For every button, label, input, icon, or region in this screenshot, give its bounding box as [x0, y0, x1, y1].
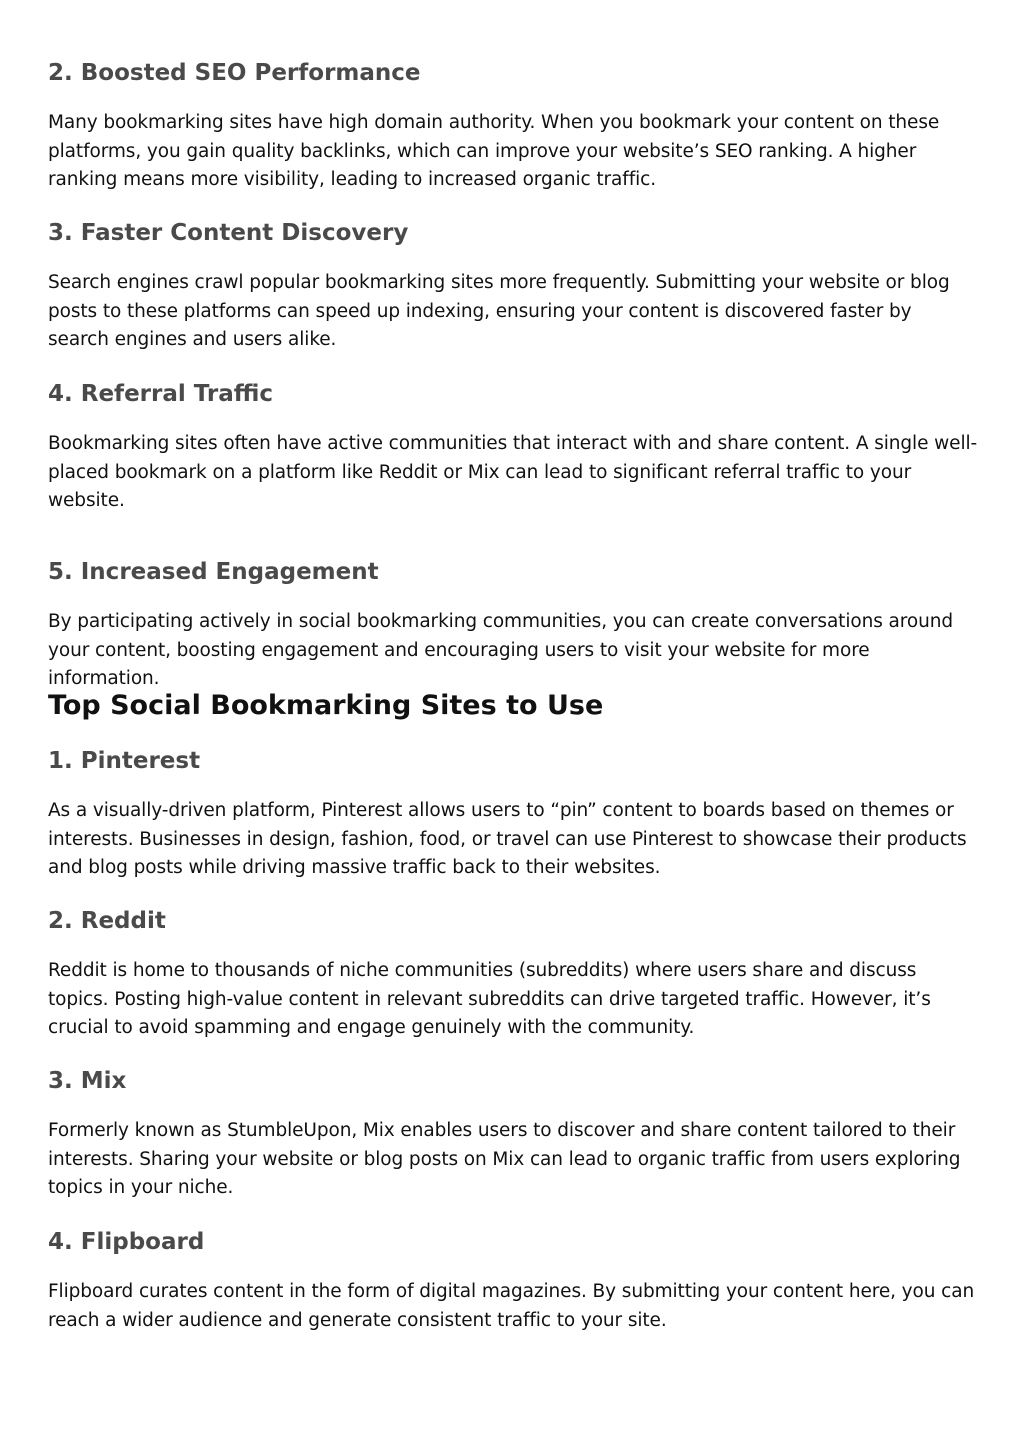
page-heading: Top Social Bookmarking Sites to Use — [48, 690, 604, 721]
document-page — [48, 58, 978, 1337]
section-seo — [48, 58, 978, 218]
section-discovery — [48, 218, 978, 379]
site-mix — [48, 1066, 978, 1227]
site-body: As a visually-driven platform, Pinterest allows users to “pin” content to boards based on themes or interests. Businesses in design, fashion, food, or travel can use Pinterest to showcase their products and blog posts while driving massive traffic back to their websites. — [48, 800, 967, 879]
section-heading: 3. Faster Content Discovery — [48, 220, 409, 246]
section-heading: 2. Boosted SEO Performance — [48, 60, 421, 86]
section-body: Search engines crawl popular bookmarking sites more frequently. Submitting your website or blog posts to these platforms can speed up indexing, ensuring your content is discovered faster by search engines and users alike. — [48, 272, 950, 351]
section-heading: 4. Referral Traffic — [48, 381, 274, 407]
section-referral — [48, 379, 978, 557]
section-engagement — [48, 557, 978, 689]
section-heading: 5. Increased Engagement — [48, 559, 379, 585]
section-body: By participating actively in social bookmarking communities, you can create conversations around your content, boosting engagement and encouraging users to visit your website for more information. — [48, 611, 953, 690]
site-heading: 2. Reddit — [48, 908, 166, 934]
site-heading: 1. Pinterest — [48, 748, 201, 774]
site-body: Formerly known as StumbleUpon, Mix enables users to discover and share content tailored to their interests. Sharing your website or blog posts on Mix can lead to organic traffic from users exploring topics in your niche. — [48, 1120, 961, 1199]
site-pinterest — [48, 746, 978, 906]
section-body: Many bookmarking sites have high domain authority. When you bookmark your content on these platforms, you gain quality backlinks, which can improve your website’s SEO ranking. A higher ranking means more visibility, leading to increased organic traffic. — [48, 112, 940, 191]
site-body: Reddit is home to thousands of niche communities (subreddits) where users share and discuss topics. Posting high-value content in relevant subreddits can drive targeted traffic. However, it’s crucial to avoid spamming and engage genuinely with the community. — [48, 960, 931, 1039]
site-flipboard — [48, 1227, 978, 1337]
site-reddit — [48, 906, 978, 1066]
section-body: Bookmarking sites often have active communities that interact with and share content. A single well-placed bookmark on a platform like Reddit or Mix can lead to significant referral traffic to your website. — [48, 433, 978, 512]
site-heading: 3. Mix — [48, 1068, 127, 1094]
site-body: Flipboard curates content in the form of digital magazines. By submitting your content here, you can reach a wider audience and generate consistent traffic to your site. — [48, 1281, 975, 1331]
main-heading-block — [48, 689, 978, 746]
site-heading: 4. Flipboard — [48, 1229, 205, 1255]
